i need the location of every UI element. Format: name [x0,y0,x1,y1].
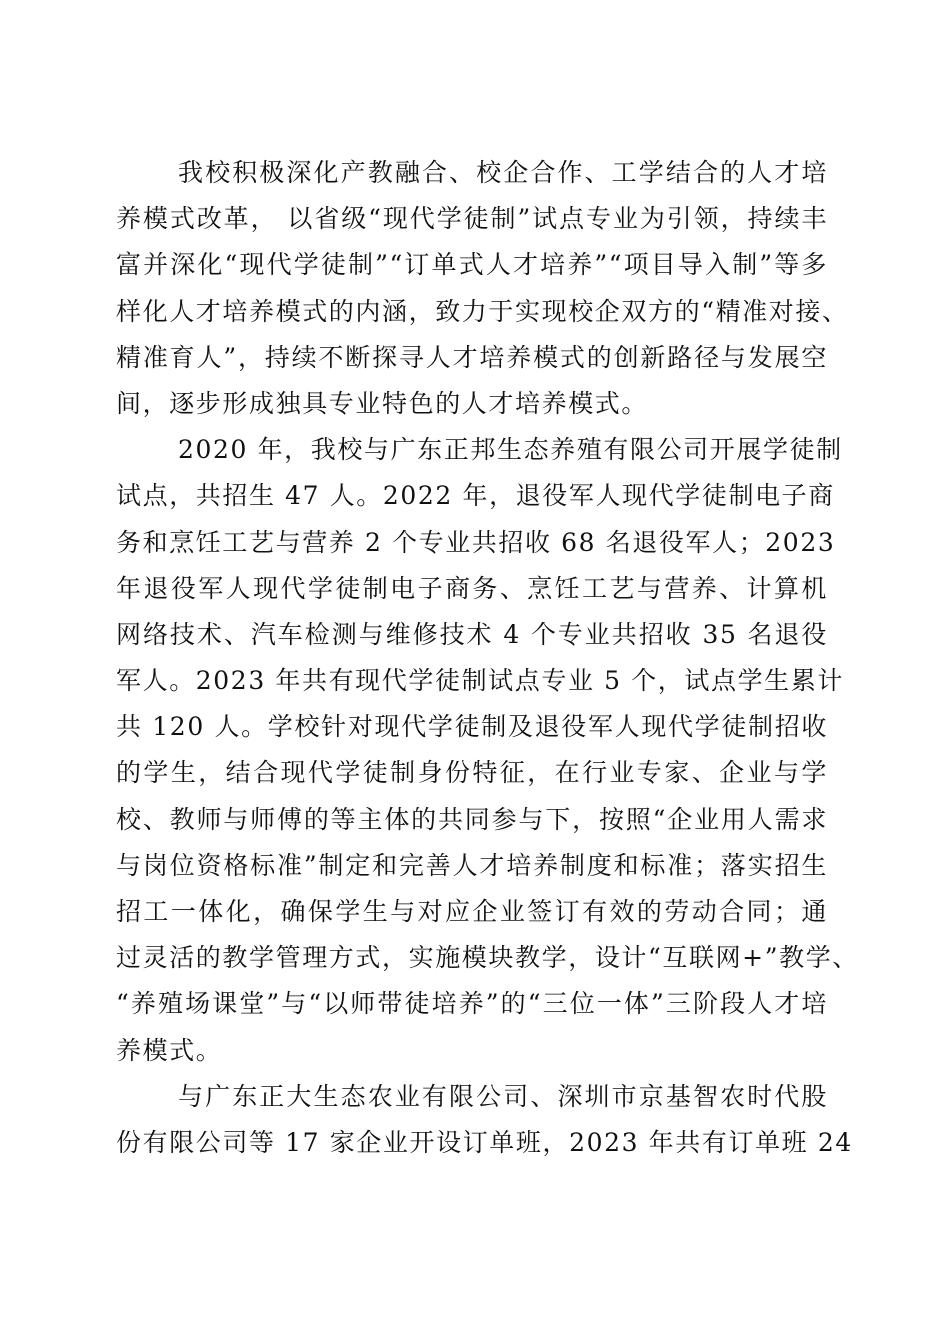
text-line: 务和烹饪工艺与营养 2 个专业共招收 68 名退役军人；2023 [116,527,836,557]
text-line: 间，逐步形成独具专业特色的人才培养模式。 [116,388,649,418]
text-line: 与岗位资格标准”制定和完善人才培养制度和标准；落实招生 [116,850,828,880]
body-text [116,150,859,1166]
paragraph-3 [116,1074,853,1166]
text-line: 富并深化“现代学徒制”“订单式人才培养”“项目导入制”等多 [116,250,828,280]
text-line: 的学生，结合现代学徒制身份特征，在行业专家、企业与学 [116,758,828,788]
text-line: “养殖场课堂”与“以师带徒培养”的“三位一体”三阶段人才培 [116,989,828,1019]
text-line: 样化人才培养模式的内涵，致力于实现校企双方的“精准对接、 [116,296,849,326]
text-line: 我校积极深化产教融合、校企合作、工学结合的人才培 [178,158,828,187]
text-line: 精准育人”，持续不断探寻人才培养模式的创新路径与发展空 [116,342,828,372]
text-line: 养模式改革， 以省级“现代学徒制”试点专业为引领，持续丰 [116,204,828,234]
text-line: 与广东正大生态农业有限公司、深圳市京基智农时代股 [178,1081,828,1111]
text-line: 年退役军人现代学徒制电子商务、烹饪工艺与营养、计算机 [116,573,828,603]
paragraph-1 [116,150,849,427]
text-line: 过灵活的教学管理方式，实施模块教学，设计“互联网+”教学、 [116,943,859,973]
text-line: 军人。2023 年共有现代学徒制试点专业 5 个，试点学生累计 [116,666,844,696]
text-line: 2020 年，我校与广东正邦生态养殖有限公司开展学徒制 [178,435,843,465]
text-line: 养模式。 [116,1035,223,1065]
text-line: 招工一体化，确保学生与对应企业签订有效的劳动合同；通 [116,897,828,926]
text-line: 共 120 人。学校针对现代学徒制及退役军人现代学徒制招收 [116,712,828,742]
paragraph-2 [116,427,859,1074]
text-line: 试点，共招生 47 人。2022 年，退役军人现代学徒制电子商 [116,481,835,511]
text-line: 份有限公司等 17 家企业开设订单班，2023 年共有订单班 24 [116,1127,853,1157]
text-line: 网络技术、汽车检测与维修技术 4 个专业共招收 35 名退役 [116,619,828,649]
text-line: 校、教师与师傅的等主体的共同参与下，按照“企业用人需求 [116,804,828,834]
